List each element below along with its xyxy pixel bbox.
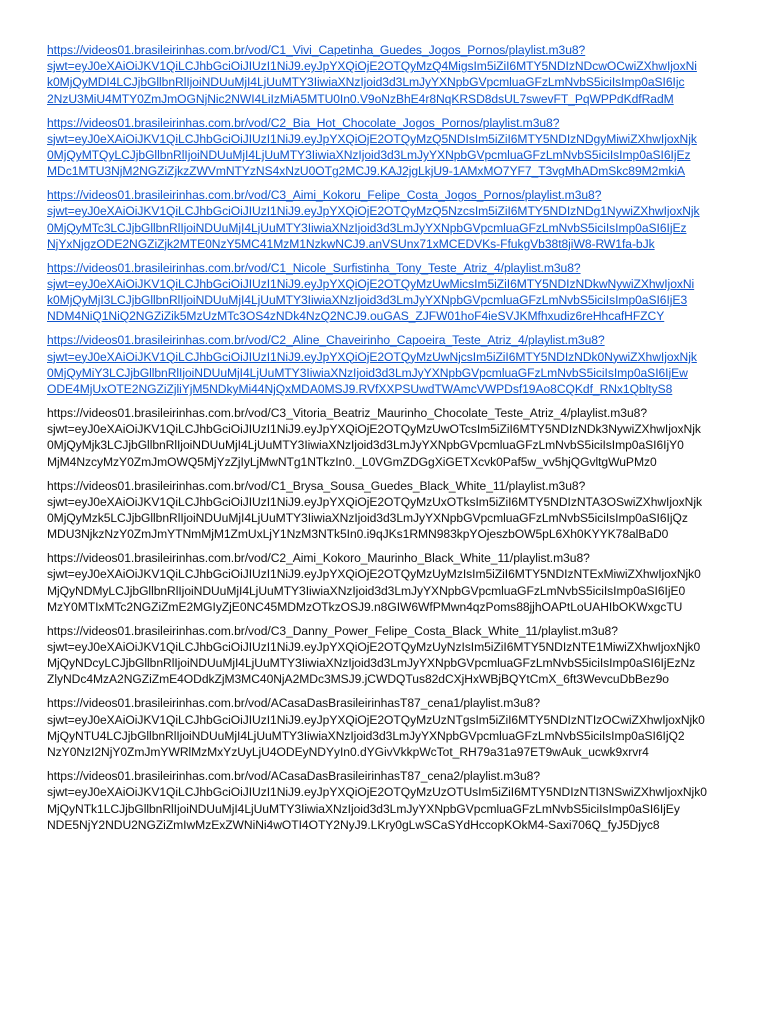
url-line[interactable]: k0MjQyMjI3LCJjbGllbnRlIjoiNDUuMjI4LjUuMTY3IiwiaXNzIjoid3d3LmJyYXNpbGVpcmluaGFzLmNvbS5iciIsImp0aSI6IjE3 <box>47 293 688 308</box>
url-line: sjwt=eyJ0eXAiOiJKV1QiLCJhbGciOiJIUzI1NiJ9.eyJpYXQiOjE2OTQyMzUxOTksIm5iZiI6MTY5NDIzNTA3OSwiZXhwIjoxNjk <box>47 494 702 509</box>
playlist-url-text <box>47 695 727 760</box>
url-line: sjwt=eyJ0eXAiOiJKV1QiLCJhbGciOiJIUzI1NiJ9.eyJpYXQiOjE2OTQyMzUyMzIsIm5iZiI6MTY5NDIzNTExMiwiZXhwIjoxNjk0 <box>47 567 701 582</box>
url-line: NDE5NjY2NDU2NGZiZmIwMzExZWNiNi4wOTI4OTY2NyJ9.LKry0gLwSCaSYdHccopKOkM4-Saxi706Q_fyJ5Djyc8 <box>47 817 660 832</box>
playlist-link[interactable] <box>47 332 727 397</box>
url-line[interactable]: https://videos01.brasileirinhas.com.br/vod/C2_Bia_Hot_Chocolate_Jogos_Pornos/playlist.m3u8? <box>47 115 560 130</box>
url-line: sjwt=eyJ0eXAiOiJKV1QiLCJhbGciOiJIUzI1NiJ9.eyJpYXQiOjE2OTQyMzUzOTUsIm5iZiI6MTY5NDIzNTI3NSwiZXhwIjoxNjk0 <box>47 785 707 800</box>
url-line: MjQyNTk1LCJjbGllbnRlIjoiNDUuMjI4LjUuMTY3IiwiaXNzIjoid3d3LmJyYXNpbGVpcmluaGFzLmNvbS5iciIsImp0aSI6IjEy <box>47 801 680 816</box>
url-line[interactable]: 0MjQyMTc3LCJjbGllbnRlIjoiNDUuMjI4LjUuMTY3IiwiaXNzIjoid3d3LmJyYXNpbGVpcmluaGFzLmNvbS5iciIsImp0aSI6IjEz <box>47 220 687 235</box>
playlist-link[interactable] <box>47 115 727 180</box>
url-line: https://videos01.brasileirinhas.com.br/vod/C2_Aimi_Kokoro_Maurinho_Black_White_11/playlist.m3u8? <box>47 551 590 566</box>
url-line: ZlyNDc4MzA2NGZiZmE4ODdkZjM3MC40NjA2MDc3MSJ9.jCWDQTus82dCXjHxWBjBQYtCmX_6ft3WevcuDbBez9o <box>47 672 669 687</box>
url-line[interactable]: NjYxNjgzODE2NGZiZjk2MTE0NzY5MC41MzM1NzkwNCJ9.anVSUnx71xMCEDVKs-FfukgVb38t8jiW8-RW1fa-bJk <box>47 236 655 251</box>
url-line: sjwt=eyJ0eXAiOiJKV1QiLCJhbGciOiJIUzI1NiJ9.eyJpYXQiOjE2OTQyMzUzNTgsIm5iZiI6MTY5NDIzNTIzOCwiZXhwIjoxNjk0 <box>47 712 705 727</box>
url-line[interactable]: https://videos01.brasileirinhas.com.br/vod/C1_Vivi_Capetinha_Guedes_Jogos_Pornos/playlist.m3u8? <box>47 43 586 57</box>
playlist-url-text <box>47 550 727 615</box>
url-line: https://videos01.brasileirinhas.com.br/vod/ACasaDasBrasileirinhasT87_cena1/playlist.m3u8? <box>47 696 540 711</box>
url-line: NzY0NzI2NjY0ZmJmYWRlMzMxYzUyLjU4ODEyNDYyIn0.dYGivVkkpWcTot_RH79a31a97ET9wAuk_ucwk9xrvr4 <box>47 745 649 760</box>
url-line[interactable]: NDM4NiQ1NiQ2NGZiZik5MzUzMTc3OS4zNDk4NzQ2NCJ9.ouGAS_ZJFW01hoF4ieSVJKMfhxudiz6reHhcafHFZCY <box>47 309 665 324</box>
url-line: https://videos01.brasileirinhas.com.br/vod/C3_Danny_Power_Felipe_Costa_Black_White_11/playlist.m3u8? <box>47 623 618 638</box>
url-line: https://videos01.brasileirinhas.com.br/vod/C1_Brysa_Sousa_Guedes_Black_White_11/playlist.m3u8? <box>47 478 586 493</box>
url-line: https://videos01.brasileirinhas.com.br/vod/C3_Vitoria_Beatriz_Maurinho_Chocolate_Teste_Atriz_4/playlist.m3u8? <box>47 406 648 421</box>
url-line: https://videos01.brasileirinhas.com.br/vod/ACasaDasBrasileirinhasT87_cena2/playlist.m3u8? <box>47 769 540 784</box>
playlist-url-text <box>47 405 727 470</box>
url-line: sjwt=eyJ0eXAiOiJKV1QiLCJhbGciOiJIUzI1NiJ9.eyJpYXQiOjE2OTQyMzUwOTcsIm5iZiI6MTY5NDIzNDk3NywiZXhwIjoxNjk <box>47 422 701 437</box>
url-line: 0MjQyMjk3LCJjbGllbnRlIjoiNDUuMjI4LjUuMTY3IiwiaXNzIjoid3d3LmJyYXNpbGVpcmluaGFzLmNvbS5iciIsImp0aSI6IjY0 <box>47 438 684 453</box>
url-line[interactable]: sjwt=eyJ0eXAiOiJKV1QiLCJhbGciOiJIUzI1NiJ9.eyJpYXQiOjE2OTQyMzUwNjcsIm5iZiI6MTY5NDIzNDk0NywiZXhwIjoxNjk <box>47 349 697 364</box>
url-line: MjQyNTU4LCJjbGllbnRlIjoiNDUuMjI4LjUuMTY3IiwiaXNzIjoid3d3LmJyYXNpbGVpcmluaGFzLmNvbS5iciIsImp0aSI6IjQ2 <box>47 728 685 743</box>
playlist-url-text <box>47 478 727 543</box>
url-line[interactable]: 0MjQyMTQyLCJjbGllbnRlIjoiNDUuMjI4LjUuMTY3IiwiaXNzIjoid3d3LmJyYXNpbGVpcmluaGFzLmNvbS5iciIsImp0aSI6IjEz <box>47 148 691 163</box>
url-line[interactable]: https://videos01.brasileirinhas.com.br/vod/C1_Nicole_Surfistinha_Tony_Teste_Atriz_4/playlist.m3u8? <box>47 260 581 275</box>
url-line[interactable]: 0MjQyMiY3LCJjbGllbnRlIjoiNDUuMjI4LjUuMTY3IiwiaXNzIjoid3d3LmJyYXNpbGVpcmluaGFzLmNvbS5iciIsImp0aSI6IjEw <box>47 365 688 380</box>
url-line: MDU3NjkzNzY0ZmJmYTNmMjM1ZmUxLjY1NzM3NTk5In0.i9qJKs1RMN983kpYOjeszbOW5pL6Xh0KYYK78alBaD0 <box>47 527 669 542</box>
url-line[interactable]: sjwt=eyJ0eXAiOiJKV1QiLCJhbGciOiJIUzI1NiJ9.eyJpYXQiOjE2OTQyMzQ4MigsIm5iZiI6MTY5NDIzNDcwOCwiZXhwIjoxNi <box>47 59 697 74</box>
playlist-link[interactable] <box>47 187 727 252</box>
playlist-url-text <box>47 768 727 833</box>
url-line: sjwt=eyJ0eXAiOiJKV1QiLCJhbGciOiJIUzI1NiJ9.eyJpYXQiOjE2OTQyMzUyNzIsIm5iZiI6MTY5NDIzNTE1MiwiZXhwIjoxNjk0 <box>47 640 701 655</box>
url-line: MjM4NzcyMzY0ZmJmOWQ5MjYzZjIyLjMwNTg1NTkzIn0._L0VGmZDGgXiGETXcvk0Paf5w_vv5hjQGvltgWuPMz0 <box>47 454 657 469</box>
playlist-url-text <box>47 623 727 688</box>
url-line: MjQyNDMyLCJjbGllbnRlIjoiNDUuMjI4LjUuMTY3IiwiaXNzIjoid3d3LmJyYXNpbGVpcmluaGFzLmNvbS5iciIsImp0aSI6IjE0 <box>47 583 686 598</box>
url-line[interactable]: k0MjQyMDI4LCJjbGllbnRlIjoiNDUuMjI4LjUuMTY3IiwiaXNzIjoid3d3LmJyYXNpbGVpcmluaGFzLmNvbS5iciIsImp0aSI6Ijc <box>47 75 685 90</box>
document-page <box>47 42 727 841</box>
url-line[interactable]: MDc1MTU3NjM2NGZiZjkzZWVmNTYzNS4xNzU0OTg2MCJ9.KAJ2jgLkjU9-1AMxMO7YF7_T3vgMhADmSkc89M2mkiA <box>47 164 686 179</box>
url-line[interactable]: https://videos01.brasileirinhas.com.br/vod/C2_Aline_Chaveirinho_Capoeira_Teste_Atriz_4/playlist.m3u8? <box>47 333 605 348</box>
url-line[interactable]: sjwt=eyJ0eXAiOiJKV1QiLCJhbGciOiJIUzI1NiJ9.eyJpYXQiOjE2OTQyMzQ5NzcsIm5iZiI6MTY5NDIzNDg1NywiZXhwIjoxNjk <box>47 204 700 219</box>
url-line[interactable]: sjwt=eyJ0eXAiOiJKV1QiLCJhbGciOiJIUzI1NiJ9.eyJpYXQiOjE2OTQyMzQ5NDIsIm5iZiI6MTY5NDIzNDgyMiwiZXhwIjoxNjk <box>47 131 697 146</box>
url-line[interactable]: 2NzU3MiU4MTY0ZmJmOGNjNic2NWI4LiIzMiA5MTU0In0.V9oNzBhE4r8NqKRSD8dsUL7swevFT_PqWPPdKdfRadM <box>47 91 674 106</box>
url-line: MjQyNDcyLCJjbGllbnRlIjoiNDUuMjI4LjUuMTY3IiwiaXNzIjoid3d3LmJyYXNpbGVpcmluaGFzLmNvbS5iciIsImp0aSI6IjEzNz <box>47 656 696 671</box>
url-line: MzY0MTIxMTc2NGZiZmE2MGIyZjE0NC45MDMzOTkzOSJ9.n8GIW6WfPMwn4qzPoms88jjhOAPtLoUAHIbOKWxgcTU <box>47 599 683 614</box>
url-line[interactable]: https://videos01.brasileirinhas.com.br/vod/C3_Aimi_Kokoru_Felipe_Costa_Jogos_Pornos/playlist.m3u8? <box>47 188 602 203</box>
url-line: 0MjQyMzk5LCJjbGllbnRlIjoiNDUuMjI4LjUuMTY3IiwiaXNzIjoid3d3LmJyYXNpbGVpcmluaGFzLmNvbS5iciIsImp0aSI6IjQz <box>47 511 688 526</box>
url-line[interactable]: ODE4MjUxOTE2NGZiZjliYjM5NDkyMi44NjQxMDA0MSJ9.RVfXXPSUwdTWAmcVWPDsf19Ao8CQKdf_RNx1QbltyS8 <box>47 382 673 397</box>
playlist-link[interactable] <box>47 260 727 325</box>
playlist-link[interactable] <box>47 42 727 107</box>
url-line[interactable]: sjwt=eyJ0eXAiOiJKV1QiLCJhbGciOiJIUzI1NiJ9.eyJpYXQiOjE2OTQyMzUwMicsIm5iZiI6MTY5NDIzNDkwNywiZXhwIjoxNi <box>47 277 695 292</box>
